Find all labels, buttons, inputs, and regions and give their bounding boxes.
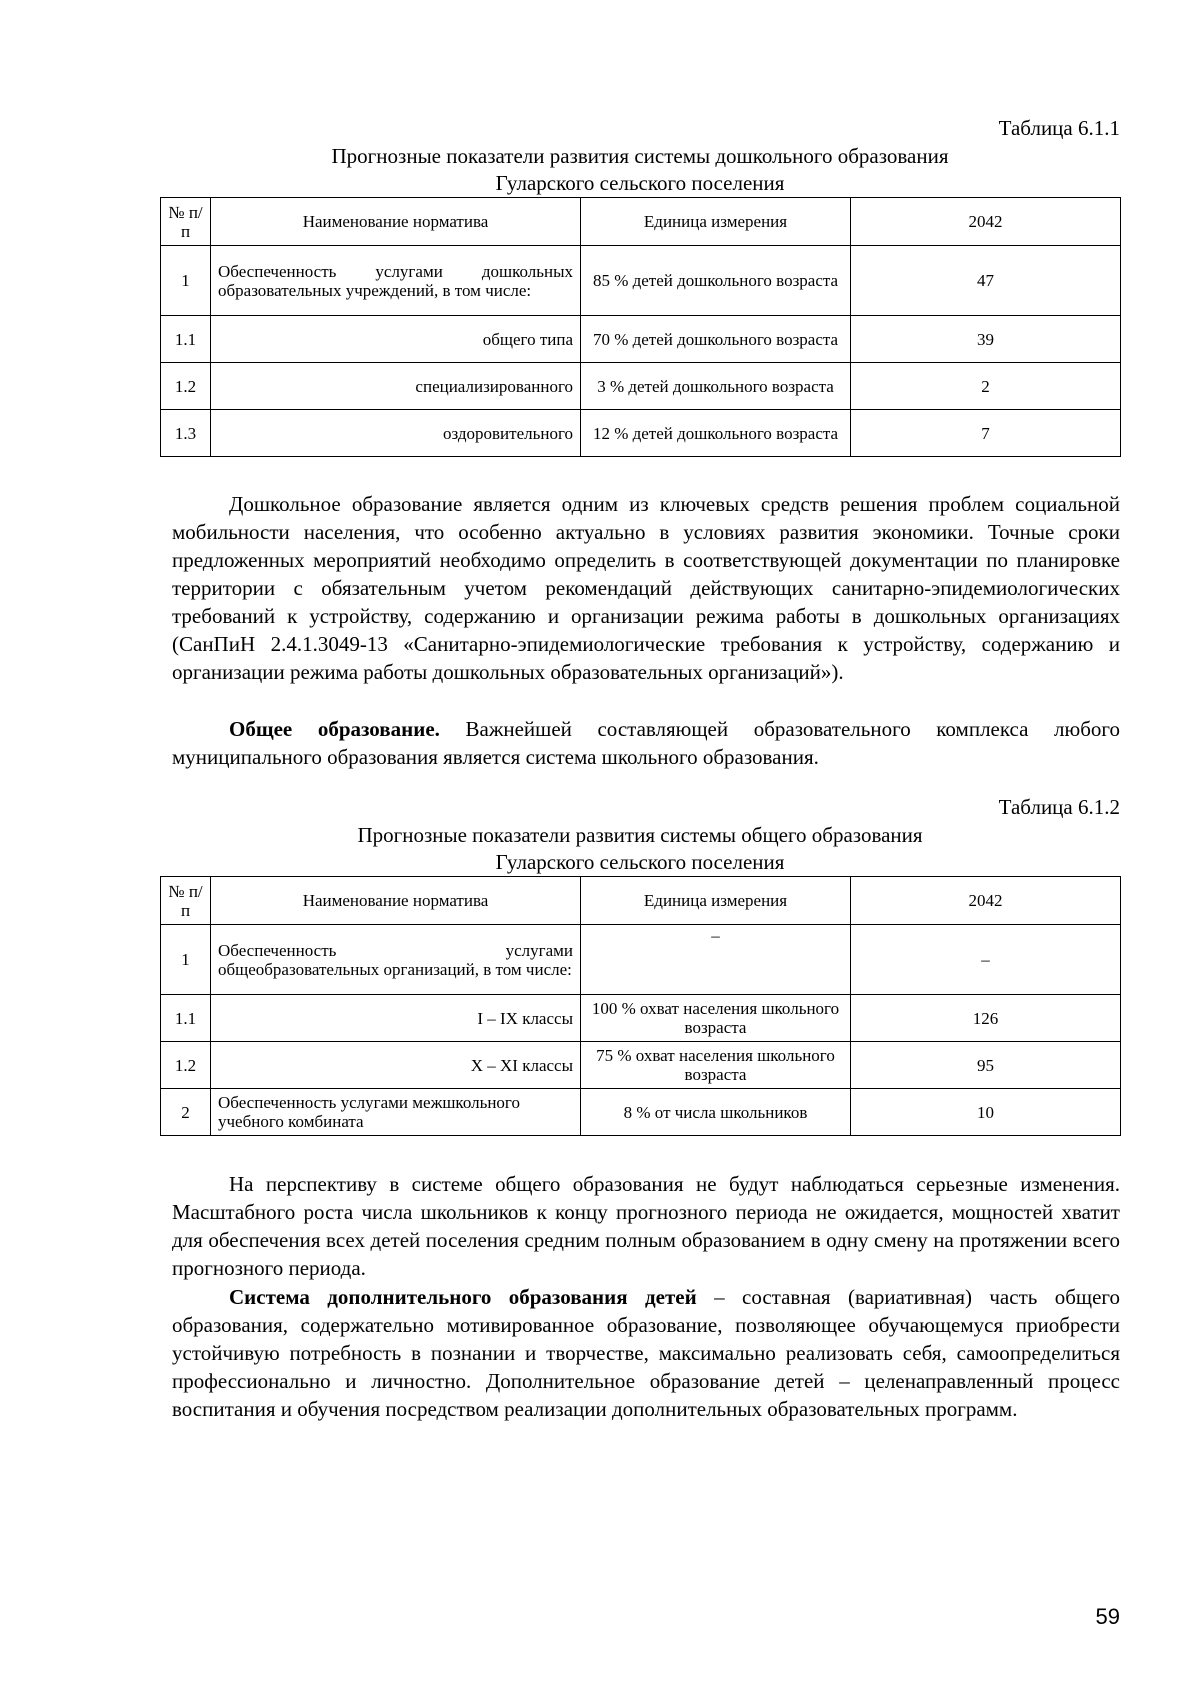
- table2-row4-name: Обеспеченность услугами межшкольного учебного комбината: [211, 1089, 581, 1136]
- table1-row3-num: 1.2: [161, 363, 211, 410]
- table1-header-name: Наименование норматива: [211, 198, 581, 246]
- paragraph-general-outlook-text: На перспективу в системе общего образования не будут наблюдаться серьезные изменения. Масштабного роста числа школьников к концу прогнозного периода не ожидается, мощностей хватит для обеспечения всех детей поселения средним полным образованием в одну смену на протяжении всего прогнозного периода.: [172, 1172, 1120, 1280]
- table1-row2-unit: 70 % детей дошкольного возраста: [581, 316, 851, 363]
- table1-row4-name: оздоровительного: [211, 410, 581, 457]
- paragraph-general-education-text: Важнейшей составляющей образовательного комплекса любого муниципального образования является система школьного образования.: [172, 717, 1120, 769]
- table-row: [161, 925, 1121, 995]
- table1-header-row: [161, 198, 1121, 246]
- table2-row2-value: 126: [851, 995, 1121, 1042]
- table1-row2-num: 1.1: [161, 316, 211, 363]
- table1-title-line1: Прогнозные показатели развития системы дошкольного образования: [331, 144, 949, 168]
- table2: [160, 876, 1121, 1136]
- table2-label: Таблица 6.1.2: [998, 795, 1120, 819]
- table2-row2-num: 1.1: [161, 995, 211, 1042]
- table1-row4-value: 7: [851, 410, 1121, 457]
- table1: [160, 197, 1121, 457]
- table2-row1-unit: –: [581, 925, 851, 995]
- table1-row1-value: 47: [851, 246, 1121, 316]
- table2-title-line2: Гуларского сельского поселения: [495, 850, 785, 874]
- table-row: [161, 410, 1121, 457]
- table-row: [161, 363, 1121, 410]
- table2-row1-num: 1: [161, 925, 211, 995]
- table1-row1-name: Обеспеченность услугами дошкольных образовательных учреждений, в том числе:: [211, 246, 581, 316]
- paragraph-additional-education-text: – составная (вариативная) часть общего образования, содержательно мотивированное образование, позволяющее обучающемуся приобрести устойчивую потребность в познании и творчестве, максимально реализовать себя, самоопределиться профессионально и личностно. Дополнительное образование детей – целенаправленный процесс воспитания и обучения посредством реализации дополнительных образовательных программ.: [172, 1285, 1120, 1421]
- table2-header-row: [161, 877, 1121, 925]
- table2-row3-unit: 75 % охват населения школьного возраста: [581, 1042, 851, 1089]
- table-row: [161, 246, 1121, 316]
- table1-label: Таблица 6.1.1: [998, 116, 1120, 140]
- table-row: [161, 1089, 1121, 1136]
- table1-row1-num: 1: [161, 246, 211, 316]
- page-number: 59: [1095, 1604, 1120, 1629]
- table2-row3-value: 95: [851, 1042, 1121, 1089]
- table2-header-year: 2042: [851, 877, 1121, 925]
- table1-row3-unit: 3 % детей дошкольного возраста: [581, 363, 851, 410]
- paragraph-general-education: [172, 715, 1120, 771]
- table2-header-name: Наименование норматива: [211, 877, 581, 925]
- paragraph-preschool-text: Дошкольное образование является одним из ключевых средств решения проблем социальной мобильности населения, что особенно актуально в условиях развития экономики. Точные сроки предложенных мероприятий необходимо определить в соответствующей документации по планировке территории с обязательным учетом рекомендаций действующих санитарно-эпидемиологических требований к устройству, содержанию и организации режима работы в дошкольных организациях (СанПиН 2.4.1.3049-13 «Санитарно-эпидемиологические требования к устройству, содержанию и организации режима работы дошкольных образовательных организаций»).: [172, 492, 1120, 684]
- table1-row2-name: общего типа: [211, 316, 581, 363]
- table2-row3-num: 1.2: [161, 1042, 211, 1089]
- table2-header-unit: Единица измерения: [581, 877, 851, 925]
- table2-row2-name: I – IX классы: [211, 995, 581, 1042]
- table2-row1-value: –: [851, 925, 1121, 995]
- table2-title: [160, 822, 1120, 876]
- table1-title-line2: Гуларского сельского поселения: [495, 171, 785, 195]
- paragraph-additional-education: [172, 1283, 1120, 1423]
- paragraph-general-education-heading: Общее образование.: [229, 717, 440, 741]
- table2-title-line1: Прогнозные показатели развития системы общего образования: [357, 823, 923, 847]
- table1-row1-unit: 85 % детей дошкольного возраста: [581, 246, 851, 316]
- table-row: [161, 1042, 1121, 1089]
- table1-header-num: № п/п: [161, 198, 211, 246]
- table2-row4-value: 10: [851, 1089, 1121, 1136]
- paragraph-general-outlook: [172, 1170, 1120, 1282]
- table1-row4-unit: 12 % детей дошкольного возраста: [581, 410, 851, 457]
- table2-row4-num: 2: [161, 1089, 211, 1136]
- table2-row4-unit: 8 % от числа школьников: [581, 1089, 851, 1136]
- table1-row3-name: специализированного: [211, 363, 581, 410]
- table1-row4-num: 1.3: [161, 410, 211, 457]
- table1-row2-value: 39: [851, 316, 1121, 363]
- table2-header-num: № п/п: [161, 877, 211, 925]
- table2-row1-name: Обеспеченность услугами общеобразовательных организаций, в том числе:: [211, 925, 581, 995]
- table-row: [161, 316, 1121, 363]
- table-row: [161, 995, 1121, 1042]
- paragraph-additional-education-heading: Система дополнительного образования детей: [229, 1285, 697, 1309]
- table1-row3-value: 2: [851, 363, 1121, 410]
- table1-header-unit: Единица измерения: [581, 198, 851, 246]
- table2-row3-name: X – XI классы: [211, 1042, 581, 1089]
- paragraph-preschool: [172, 490, 1120, 686]
- table1-title: [160, 143, 1120, 197]
- table1-header-year: 2042: [851, 198, 1121, 246]
- table2-row2-unit: 100 % охват населения школьного возраста: [581, 995, 851, 1042]
